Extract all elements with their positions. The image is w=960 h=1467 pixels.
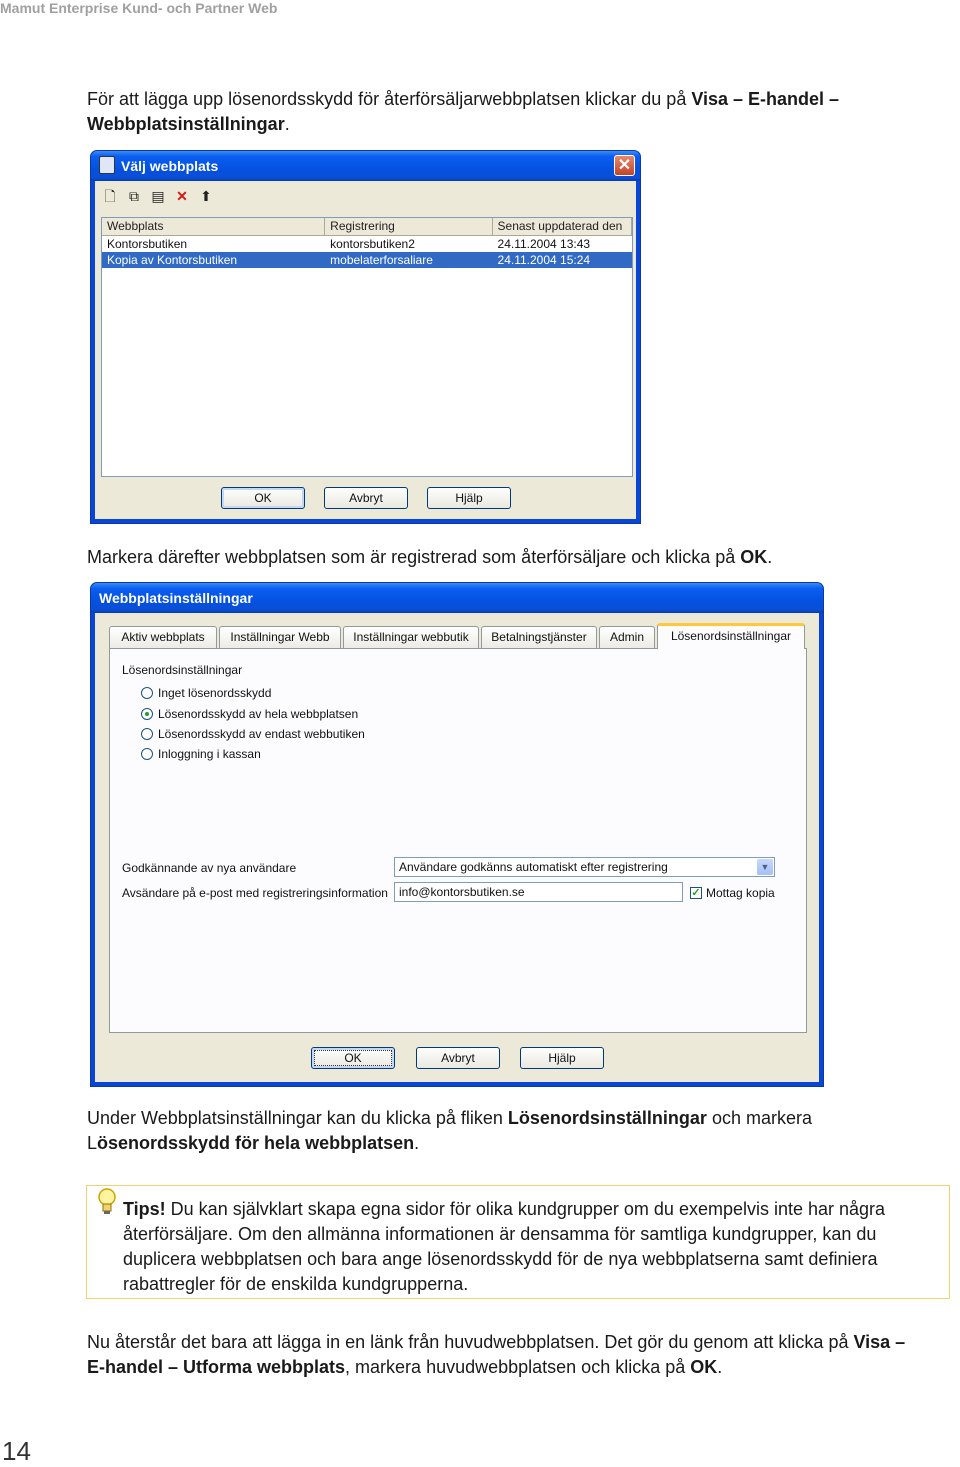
radio-circle [141, 687, 153, 699]
cell: kontorsbutiken2 [330, 237, 415, 251]
menu-path: Visa – E-handel – Webbplatsinställningar [87, 89, 840, 134]
toolbar [99, 183, 217, 209]
radio-circle [141, 728, 153, 740]
copy-icon[interactable]: ⧉ [129, 188, 139, 204]
tab-payment-services[interactable]: Betalningstjänster [481, 626, 597, 648]
lightbulb-icon [96, 1187, 118, 1217]
explanation-end: . [414, 1133, 420, 1153]
instruction-paragraph [87, 545, 867, 570]
sender-label: Avsändare på e-post med registreringsinformation [122, 886, 388, 900]
tab-web-settings[interactable]: Inställningar Webb [219, 626, 341, 648]
cell: Kopia av Kontorsbutiken [107, 253, 238, 267]
list-header [102, 218, 632, 236]
cell: 24.11.2004 13:43 [497, 237, 591, 251]
tab-panel [109, 648, 807, 1033]
menu-path: Visa – E-handel – Utforma webbplats [87, 1332, 906, 1377]
closing-text: Nu återstår det bara att lägga in en länk från huvudwebbplatsen. Det gör du genom att klicka på [87, 1332, 854, 1352]
tab-active-website[interactable]: Aktiv webbplats [109, 626, 217, 648]
dialog-body [95, 613, 819, 1082]
ok-label: OK [740, 547, 768, 567]
website-settings-dialog [90, 582, 824, 1087]
instruction-end: . [767, 547, 773, 567]
tab-admin[interactable]: Admin [599, 626, 655, 648]
checkbox-label: Mottag kopia [706, 886, 775, 900]
dialog-body [95, 181, 636, 519]
chevron-down-icon[interactable]: ▼ [757, 859, 773, 875]
radio-whole-site[interactable] [141, 707, 358, 721]
explanation-paragraph [87, 1106, 847, 1156]
publish-icon[interactable]: ⬆ [200, 188, 212, 204]
ok-button[interactable]: OK [221, 487, 305, 509]
radio-checkout-login[interactable] [141, 747, 261, 761]
closing-mid: , markera huvudwebbplatsen och klicka på [345, 1357, 691, 1377]
dialog-titlebar[interactable] [91, 151, 640, 181]
column-header[interactable]: Senast uppdaterad den [493, 218, 632, 235]
radio-shop-only[interactable] [141, 727, 365, 741]
page-number: 14 [2, 1436, 31, 1466]
checkmark-icon: ✓ [691, 887, 701, 899]
cancel-button[interactable]: Avbryt [416, 1047, 500, 1069]
approval-label: Godkännande av nya användare [122, 861, 297, 875]
new-icon[interactable]: 🗋 [104, 188, 116, 204]
choose-website-dialog [90, 150, 641, 524]
list-row[interactable] [102, 236, 632, 252]
radio-no-password[interactable] [141, 686, 271, 700]
cell: mobelaterforsaliare [330, 253, 433, 267]
closing-paragraph [87, 1330, 927, 1380]
cell: 24.11.2004 15:24 [497, 253, 591, 267]
delete-icon[interactable]: ✕ [176, 188, 188, 204]
radio-label: Lösenordsskydd av endast webbutiken [158, 727, 365, 741]
cell: Kontorsbutiken [107, 237, 188, 251]
close-button[interactable]: ✕ [614, 155, 635, 176]
radio-circle [141, 748, 153, 760]
approval-dropdown[interactable] [394, 857, 775, 877]
receive-copy-checkbox[interactable] [690, 886, 775, 900]
app-icon [99, 156, 115, 174]
explanation-text: Under Webbplatsinställningar kan du klicka på fliken [87, 1108, 508, 1128]
instruction-text: Markera därefter webbplatsen som är registrerad som återförsäljare och klicka på [87, 547, 741, 567]
radio-label: Lösenordsskydd av hela webbplatsen [158, 707, 359, 721]
radio-label: Inget lösenordsskydd [158, 686, 272, 700]
intro-paragraph [87, 87, 847, 137]
cancel-button[interactable]: Avbryt [324, 487, 408, 509]
closing-end: . [717, 1357, 723, 1377]
column-header[interactable]: Registrering [325, 218, 492, 235]
ok-label: OK [690, 1357, 718, 1377]
intro-end: . [284, 114, 290, 134]
intro-text: För att lägga upp lösenordsskydd för återförsäljarwebbplatsen klickar du på [87, 89, 692, 109]
option-reference: ösenordsskydd för hela webbplatsen [97, 1133, 415, 1153]
dialog-title: Webbplatsinställningar [99, 590, 253, 606]
tip-text [123, 1197, 945, 1297]
website-list[interactable] [101, 217, 633, 477]
column-header[interactable]: Webbplats [102, 218, 325, 235]
ok-button[interactable]: OK [311, 1047, 395, 1069]
list-row-selected[interactable] [102, 252, 632, 268]
tab-reference: Lösenordsinställningar [507, 1108, 707, 1128]
running-header: Mamut Enterprise Kund- och Partner Web [0, 0, 278, 16]
help-button[interactable]: Hjälp [427, 487, 511, 509]
help-button[interactable]: Hjälp [520, 1047, 604, 1069]
tab-password-settings[interactable]: Lösenordsinställningar [657, 623, 805, 649]
explanation-mid: och markera L [87, 1108, 812, 1153]
dialog-titlebar[interactable] [91, 583, 823, 613]
sender-email-field[interactable]: info@kontorsbutiken.se [394, 882, 683, 902]
dropdown-value: Användare godkänns automatiskt efter registrering [399, 860, 668, 874]
tip-body: Du kan självklart skapa egna sidor för olika kundgrupper om du exempelvis inte har några återförsäljare. Om den allmänna informationen är densamma för samtliga kundgrupper, kan du duplicera webbplatsen och bara ange lösenordsskydd för de nya webbplatserna samt definiera rabattregler för de enskilda kundgrupperna. [123, 1199, 886, 1294]
tip-label: Tips! [123, 1199, 166, 1219]
group-label: Lösenordsinställningar [122, 663, 243, 677]
radio-label: Inloggning i kassan [158, 747, 261, 761]
radio-circle-checked [141, 708, 153, 720]
dialog-title: Välj webbplats [121, 158, 219, 174]
properties-icon[interactable]: ▤ [151, 188, 165, 204]
tab-shop-settings[interactable]: Inställningar webbutik [343, 626, 479, 648]
